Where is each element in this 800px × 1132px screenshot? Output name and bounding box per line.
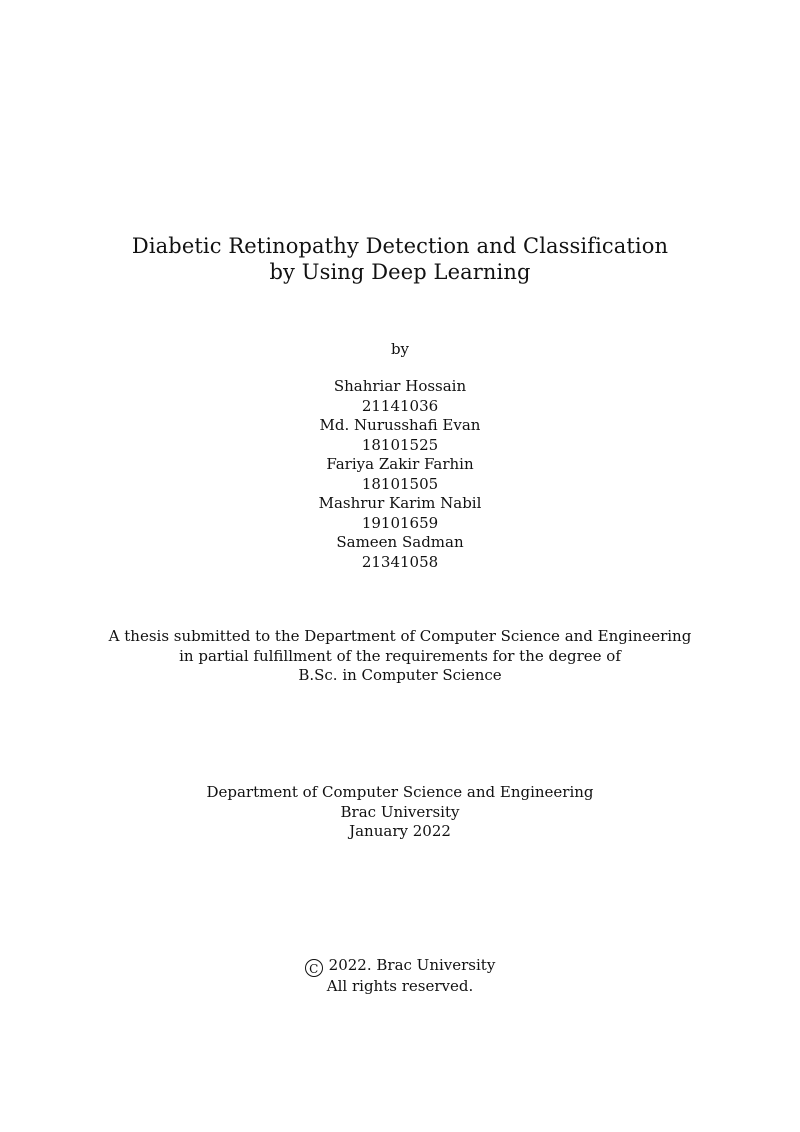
author-name: Fariya Zakir Farhin bbox=[326, 455, 474, 473]
author-id: 18101505 bbox=[361, 474, 439, 493]
author-id: 19101659 bbox=[361, 513, 439, 532]
university-name: Brac University bbox=[340, 802, 460, 821]
copyright-block bbox=[0, 956, 800, 997]
degree-name: B.Sc. in Computer Science bbox=[298, 666, 502, 684]
submission-statement bbox=[0, 627, 800, 686]
author-id: 21341058 bbox=[361, 552, 439, 571]
author-list bbox=[0, 377, 800, 572]
submission-line-1: A thesis submitted to the Department of Computer Science and Engineering bbox=[108, 627, 692, 645]
institution-block bbox=[0, 783, 800, 842]
thesis-title-line-1: Diabetic Retinopathy Detection and Classification bbox=[131, 234, 669, 258]
submission-line-2: in partial fulfillment of the requirements for the degree of bbox=[179, 646, 621, 665]
copyright-text: 2022. Brac University bbox=[328, 956, 496, 974]
copyright-line bbox=[0, 956, 800, 977]
author-name: Mashrur Karim Nabil bbox=[318, 494, 482, 512]
author-name: Md. Nurusshafi Evan bbox=[319, 416, 481, 434]
department-name: Department of Computer Science and Engineering bbox=[206, 783, 594, 801]
copyright-icon: C bbox=[305, 959, 323, 977]
submission-date: January 2022 bbox=[349, 822, 451, 840]
author-name: Shahriar Hossain bbox=[333, 377, 467, 395]
by-label: by bbox=[390, 340, 410, 358]
author-name: Sameen Sadman bbox=[336, 533, 464, 551]
rights-reserved: All rights reserved. bbox=[326, 977, 474, 995]
author-id: 18101525 bbox=[361, 435, 439, 454]
thesis-title bbox=[0, 233, 800, 285]
author-id: 21141036 bbox=[361, 396, 439, 415]
thesis-title-line-2: by Using Deep Learning bbox=[269, 260, 531, 284]
